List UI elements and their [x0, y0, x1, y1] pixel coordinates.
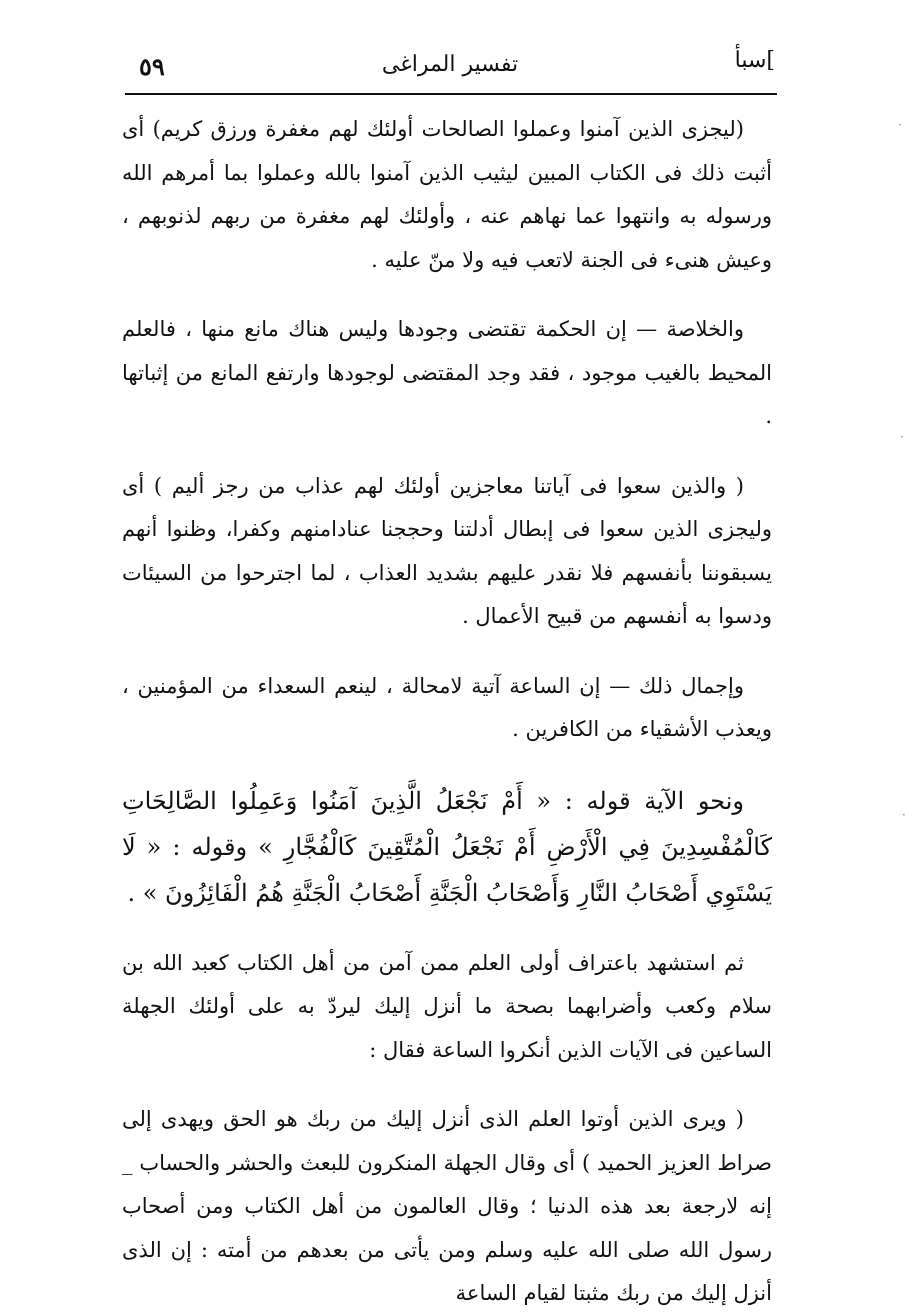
- paragraph-2: والخلاصة — إن الحكمة تقتضى وجودها وليس هناك مانع منها ، فالعلم المحيط بالغيب موجود ، فقد وجد المقتضى لوجودها وارتفع المانع من إثباتها .: [122, 317, 772, 428]
- paragraph-3: ( والذين سعوا فى آياتنا معاجزين أولئك لهم عذاب من رجز أليم ) أى وليجزى الذين سعوا فى إبطال أدلتنا وحججنا عنادامنهم وكفرا، وظنوا أنهم يسبقوننا بأنفسهم فلا نقدر عليهم بشديد العذاب ، لما اجترحوا من السيئات ودسوا به أنفسهم من قبيح الأعمال .: [122, 473, 772, 628]
- header-rule: [125, 93, 777, 95]
- scan-margin-mark: ·: [900, 430, 904, 444]
- scan-margin-mark: ·: [898, 118, 902, 132]
- page-header: [125, 40, 775, 92]
- paragraph-4: وإجمال ذلك — إن الساعة آتية لامحالة ، لينعم السعداء من المؤمنين ، ويعذب الأشقياء من الكافرين .: [122, 673, 772, 741]
- scan-margin-mark: ·: [902, 808, 906, 822]
- text-body: [122, 108, 772, 1305]
- paragraph-7: ( ويرى الذين أوتوا العلم الذى أنزل إليك من ربك هو الحق ويهدى إلى صراط العزيز الحميد ) أى وقال الجهلة المنكرون للبعث والحشر والحساب _ إنه لارجعة بعد هذه الدنيا ؛ وقال العالمون من أهل الكتاب ومن أصحاب رسول الله صلى الله عليه وسلم ومن يأتى من بعدهم من أمته : إن الذى أنزل إليك من ربك مثبتا لقيام الساعة: [122, 1107, 772, 1305]
- surah-name: ]سبأ: [734, 48, 775, 73]
- paragraph-1: (ليجزى الذين آمنوا وعملوا الصالحات أولئك لهم مغفرة ورزق كريم) أى أثبت ذلك فى الكتاب المبين ليثيب الذين آمنوا بالله وعملوا بما أمرهم الله ورسوله به وانتهوا عما نهاهم عنه ، وأولئك لهم مغفرة من ربهم لذنوبهم ، وعيش هنىء فى الجنة لاتعب فيه ولا منّ عليه .: [122, 117, 772, 272]
- paragraph-5-quran-verses: ونحو الآية قوله : « أَمْ نَجْعَلُ الَّذِينَ آمَنُوا وَعَمِلُوا الصَّالِحَاتِ كَالْمُفْسِدِينَ فِي الْأَرْضِ أَمْ نَجْعَلُ الْمُتَّقِينَ كَالْفُجَّارِ » وقوله : « لَا يَسْتَوِي أَصْحَابُ النَّارِ وَأَصْحَابُ الْجَنَّةِ أَصْحَابُ الْجَنَّةِ هُمُ الْفَائِزُونَ » .: [122, 786, 772, 907]
- page-number: ٥٩: [139, 52, 165, 81]
- book-title: تفسير المراغى: [381, 52, 519, 77]
- paragraph-6: ثم استشهد باعتراف أولى العلم ممن آمن من أهل الكتاب كعبد الله بن سلام وكعب وأضرابهما بصحة ما أنزل إليك ليردّ به على أولئك الجهلة الساعين فى الآيات الذين أنكروا الساعة فقال :: [122, 950, 772, 1062]
